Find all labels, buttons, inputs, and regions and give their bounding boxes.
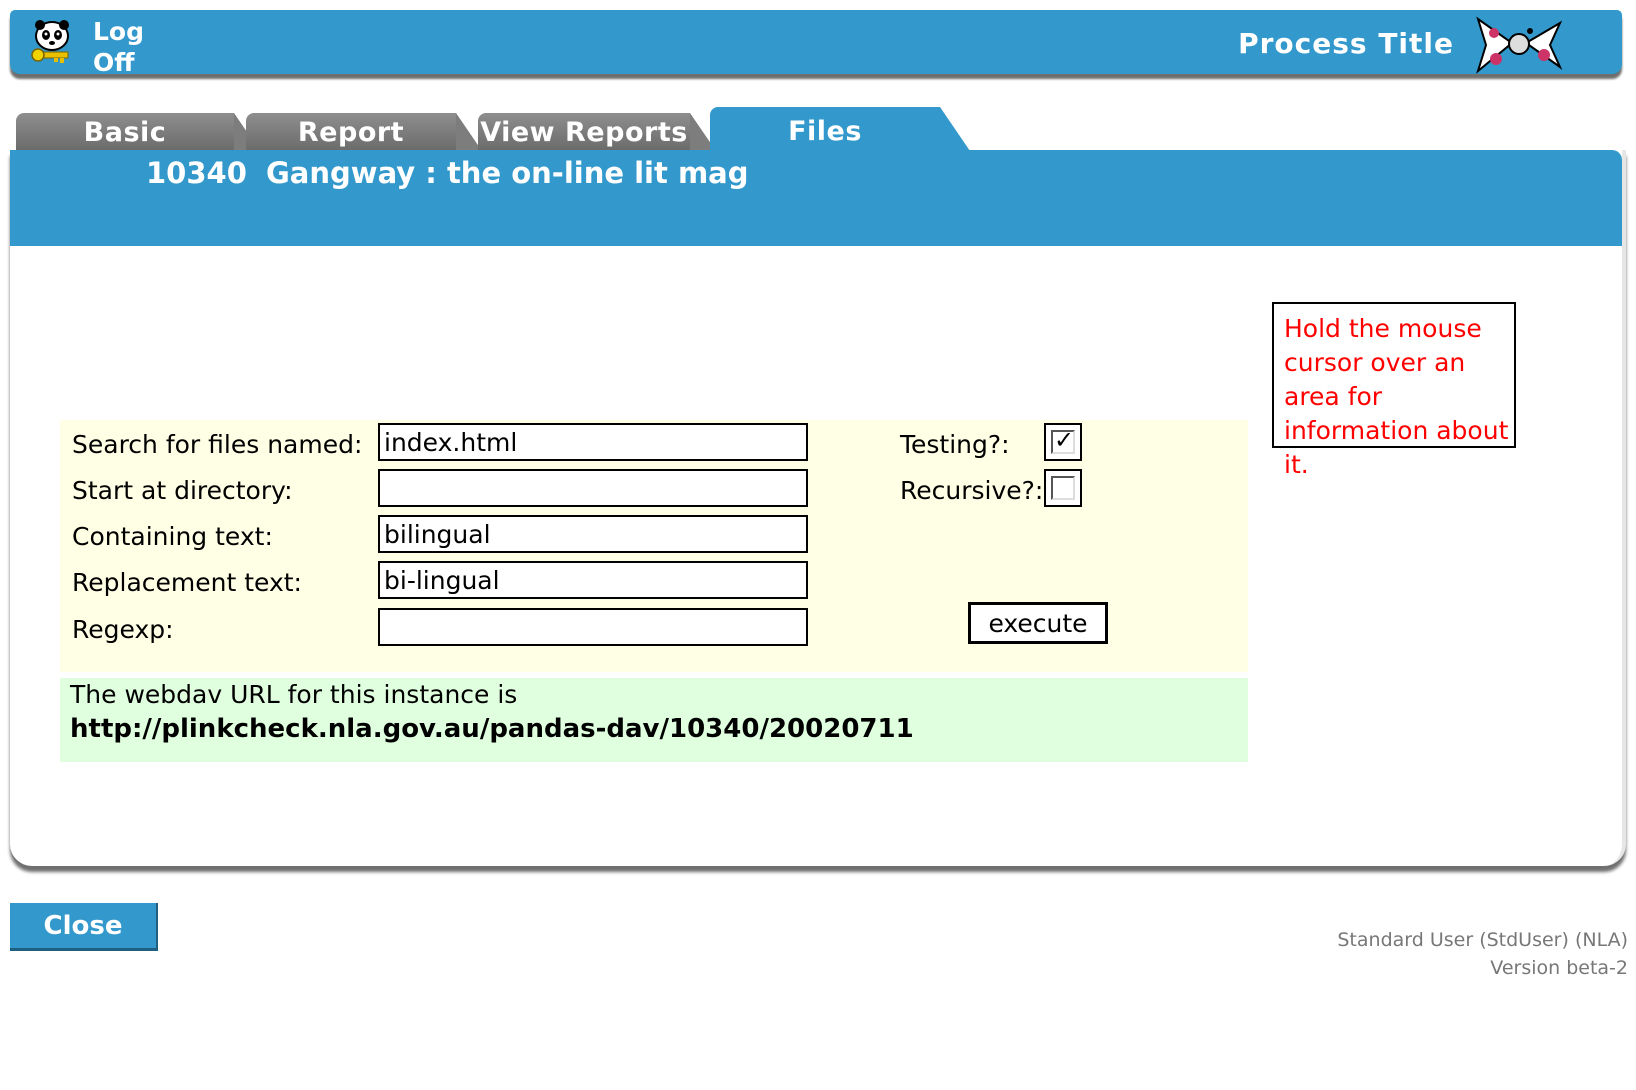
logoff-line1: Log [93,17,145,46]
tab-view-reports[interactable]: View Reports [478,113,690,151]
panda-key-icon[interactable] [30,18,78,68]
regexp-input[interactable] [378,608,808,646]
webdav-info [60,678,1248,762]
search-files-label: Search for files named: [72,430,363,459]
testing-checkbox-box [1051,426,1075,454]
containing-text-input[interactable] [378,515,808,553]
webdav-url: http://plinkcheck.nla.gov.au/pandas-dav/10340/20020711 [70,714,914,744]
execute-button[interactable]: execute [968,602,1108,644]
search-files-input[interactable] [378,423,808,461]
testing-label: Testing?: [900,430,1010,459]
start-directory-label: Start at directory: [72,476,293,505]
logoff-link[interactable] [93,16,144,78]
file-search-form [60,420,1248,672]
check-icon: ✓ [1054,426,1075,454]
tab-basic[interactable]: Basic [16,113,234,151]
start-directory-input[interactable] [378,469,808,507]
process-title: Process Title [1238,27,1454,60]
main-panel [10,150,1626,866]
process-bow-icon [1472,13,1566,79]
top-bar [10,10,1622,77]
help-box: Hold the mouse cursor over an area for information about it. [1272,302,1516,448]
containing-text-label: Containing text: [72,522,273,551]
webdav-label: The webdav URL for this instance is [70,680,518,709]
recursive-checkbox-box [1051,476,1075,500]
current-user: Standard User (StdUser) (NLA) [1337,929,1628,951]
recursive-label: Recursive?: [900,476,1044,505]
recursive-checkbox[interactable] [1044,469,1082,507]
user-info [1337,926,1628,982]
record-header [10,150,1622,246]
version-label: Version beta-2 [1490,957,1628,979]
testing-checkbox[interactable] [1044,423,1082,461]
tab-files[interactable]: Files [710,107,940,151]
replacement-text-input[interactable] [378,561,808,599]
regexp-label: Regexp: [72,615,174,644]
tab-report[interactable]: Report [246,113,456,151]
record-id: 10340 [146,156,247,190]
logoff-line2: Off [93,48,135,77]
record-title: Gangway : the on-line lit mag [266,156,749,190]
close-button[interactable]: Close [10,903,158,951]
replacement-text-label: Replacement text: [72,568,302,597]
